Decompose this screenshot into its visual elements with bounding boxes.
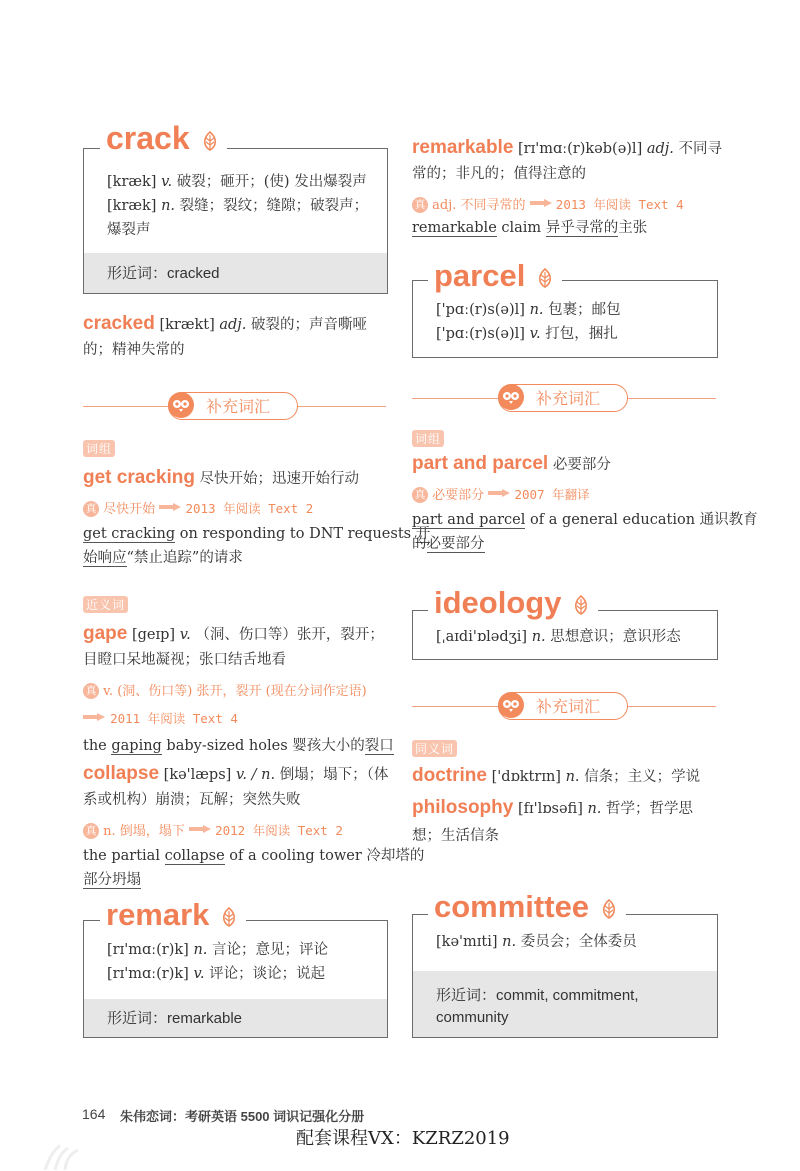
committee-def <box>436 930 637 954</box>
headword: philosophy <box>412 797 514 818</box>
exam-meaning: n. 倒塌，塌下 <box>103 824 185 839</box>
grass-decoration <box>40 1140 90 1170</box>
owl-icon <box>498 384 524 410</box>
highlight: 始响应 <box>83 550 127 566</box>
example-collapse <box>83 844 424 868</box>
pos: n. <box>502 934 517 950</box>
arrow-icon <box>530 199 552 207</box>
leaf-icon <box>570 594 592 616</box>
owl-icon <box>498 692 524 718</box>
exam-source-gape <box>83 708 238 727</box>
headword: gape <box>83 623 128 644</box>
headword: part and parcel <box>412 453 549 474</box>
definition: 评论；谈论；说起 <box>209 966 326 982</box>
pos: adj. <box>219 317 247 333</box>
phonetic: [kə'læps] <box>163 767 232 783</box>
entry-doctrine <box>412 764 700 789</box>
supplementary-label: 补充词汇 <box>536 389 601 408</box>
exam-ref-remarkable <box>412 194 684 213</box>
example-part-and-parcel <box>412 508 758 532</box>
highlight: part and parcel <box>412 512 526 528</box>
headword-text: committee <box>434 889 590 924</box>
example-part-and-parcel-cont <box>412 532 485 556</box>
highlight: 必要部分 <box>426 536 485 552</box>
pos: n. <box>529 302 544 318</box>
exam-source: 2007 年翻译 <box>514 487 590 502</box>
exam-source: 2013 年阅读 Text 2 <box>185 501 314 516</box>
highlight: 开 <box>415 526 431 542</box>
parcel-def-1 <box>436 298 621 322</box>
phonetic: [rɪ'mɑː(r)kəb(ə)l] <box>518 141 643 157</box>
entry-cracked <box>83 312 367 337</box>
example-text: the <box>83 738 112 754</box>
ideology-def <box>436 625 681 649</box>
highlight: collapse <box>164 848 225 864</box>
exam-icon: 真 <box>412 487 428 503</box>
phonetic: ['pɑː(r)s(ə)l] <box>436 302 525 318</box>
definition: 哲学；哲学思 <box>606 801 694 817</box>
leaf-icon <box>598 898 620 920</box>
definition: 信条；主义；学说 <box>584 769 701 785</box>
exam-meaning: 必要部分 <box>432 488 485 503</box>
phonetic: [fɪ'lɒsəfi] <box>517 801 583 817</box>
entry-gape <box>83 622 384 647</box>
phonetic: [kræk] <box>107 198 157 214</box>
phonetic: ['pɑː(r)s(ə)l] <box>436 326 525 342</box>
entry-part-and-parcel <box>412 452 611 477</box>
exam-ref-part-and-parcel <box>412 484 590 503</box>
example-text: of a general education 通识教育 <box>525 512 758 528</box>
pos: v. <box>193 966 205 982</box>
highlight: 异乎寻常的 <box>545 220 619 236</box>
example-text: on responding to DNT requests <box>175 526 416 542</box>
phonetic: [ˌaɪdi'ɒlədʒi] <box>436 629 528 645</box>
highlight: remarkable <box>412 220 497 236</box>
exam-icon: 真 <box>83 501 99 517</box>
crack-similar-words: 形近词：cracked <box>107 265 220 282</box>
definition: 包裹；邮包 <box>548 302 621 318</box>
definition: 尽快开始；迅速开始行动 <box>199 471 360 487</box>
example-text: of a cooling tower 冷却塔的 <box>224 848 425 864</box>
definition: 裂缝；裂纹；缝隙；破裂声； <box>179 198 369 214</box>
leaf-icon <box>218 906 240 928</box>
pos: adj. <box>646 141 674 157</box>
definition: 倒塌；塌下；（体 <box>279 767 389 783</box>
pos: v. <box>529 326 541 342</box>
headword: doctrine <box>412 765 487 786</box>
phrase-tag: 词组 <box>412 428 444 447</box>
headword: collapse <box>83 763 160 784</box>
gape-def-cont: 目瞪口呆地凝视；张口结舌地看 <box>83 652 286 668</box>
page-number: 164 <box>82 1106 106 1122</box>
exam-meaning: v. (洞、伤口等) 张开，裂开 (现在分词作定语) <box>103 684 367 699</box>
definition: 破裂的；声音嘶哑 <box>251 317 367 333</box>
highlight: get cracking <box>83 526 176 542</box>
committee-similar-2: community <box>436 1009 509 1026</box>
headword-crack <box>100 120 227 157</box>
headword-committee <box>428 889 626 925</box>
headword-text: remark <box>106 897 210 932</box>
headword: remarkable <box>412 137 514 158</box>
pos: v. <box>179 627 191 643</box>
supplementary-label: 补充词汇 <box>536 697 601 716</box>
pos: n. <box>531 629 546 645</box>
cracked-def-cont: 的；精神失常的 <box>83 342 185 358</box>
example-text: 主张 <box>618 220 648 236</box>
example-text: claim <box>496 220 546 236</box>
phonetic: [geɪp] <box>131 627 176 643</box>
pos: n. <box>587 801 602 817</box>
example-get-cracking-cont <box>83 546 243 570</box>
parcel-def-2 <box>436 322 618 346</box>
phonetic: [kræk] <box>107 174 157 190</box>
phonetic: [kə'mɪti] <box>436 934 498 950</box>
phrase-tag: 词组 <box>83 438 115 457</box>
highlight: 部分坍塌 <box>83 872 141 888</box>
owl-icon <box>168 392 194 418</box>
same-meaning-tag: 同义词 <box>412 738 457 757</box>
pos: n. <box>193 942 208 958</box>
phonetic: [rɪ'mɑː(r)k] <box>107 942 189 958</box>
arrow-icon <box>83 713 105 721</box>
book-title: 朱伟恋词：考研英语 5500 词识记强化分册 <box>120 1109 365 1124</box>
definition: 不同寻 <box>678 141 722 157</box>
example-gape <box>83 734 394 758</box>
definition: 思想意识；意识形态 <box>550 629 681 645</box>
headword: cracked <box>83 313 155 334</box>
definition: （洞、伤口等）张开，裂开； <box>195 627 384 643</box>
entry-get-cracking <box>83 466 359 491</box>
remark-def-1 <box>107 938 328 962</box>
example-text: the partial <box>83 848 165 864</box>
pos: n. <box>565 769 580 785</box>
example-text: 的 <box>412 536 427 552</box>
definition: 打包，捆扎 <box>545 326 618 342</box>
phonetic: [krækt] <box>159 317 215 333</box>
definition: 破裂；砸开；(使) 发出爆裂声 <box>176 174 367 190</box>
definition: 委员会；全体委员 <box>520 934 637 950</box>
arrow-icon <box>488 489 510 497</box>
arrow-icon <box>189 825 211 833</box>
headword-text: crack <box>106 120 190 156</box>
definition: 言论；意见；评论 <box>212 942 328 958</box>
definition: 必要部分 <box>552 457 611 473</box>
watermark: 配套课程VX：KZRZ2019 <box>296 1128 510 1149</box>
headword-parcel <box>428 258 562 294</box>
highlight: gaping <box>111 738 162 754</box>
remarkable-def-cont: 常的；非凡的；值得注意的 <box>412 166 586 182</box>
crack-def-2 <box>107 194 368 218</box>
headword-text: parcel <box>434 258 526 293</box>
headword: get cracking <box>83 467 195 488</box>
crack-def-1 <box>107 170 367 194</box>
phonetic: ['dɒktrɪn] <box>491 769 561 785</box>
example-remarkable <box>412 216 647 240</box>
exam-source: 2013 年阅读 Text 4 <box>555 197 684 212</box>
exam-source: 2012 年阅读 Text 2 <box>215 823 343 838</box>
exam-ref-collapse <box>83 820 343 839</box>
committee-similar-1: 形近词：commit, commitment, <box>436 987 639 1004</box>
exam-icon: 真 <box>412 197 428 213</box>
leaf-icon <box>199 130 221 152</box>
entry-collapse <box>83 762 388 787</box>
supplementary-label: 补充词汇 <box>206 397 271 416</box>
example-collapse-cont <box>83 868 141 892</box>
crack-def-2-cont: 爆裂声 <box>107 222 151 238</box>
pos: v. <box>161 174 173 190</box>
remark-def-2 <box>107 962 325 986</box>
exam-icon: 真 <box>83 683 99 699</box>
philosophy-def-cont: 想；生活信条 <box>412 828 499 844</box>
synonym-tag: 近义词 <box>83 594 128 613</box>
pos: n. <box>161 198 176 214</box>
exam-ref-gape <box>83 680 367 699</box>
collapse-def-cont: 系或机构）崩溃；瓦解；突然失败 <box>83 792 301 808</box>
pos: v. / n. <box>235 767 276 783</box>
exam-icon: 真 <box>83 823 99 839</box>
highlight: 裂口 <box>364 738 394 754</box>
remark-similar-words: 形近词：remarkable <box>107 1010 243 1027</box>
entry-remarkable <box>412 136 722 161</box>
phonetic: [rɪ'mɑː(r)k] <box>107 966 189 982</box>
exam-ref-get-cracking <box>83 498 313 517</box>
headword-remark <box>100 897 246 933</box>
exam-meaning: adj. 不同寻常的 <box>432 198 526 213</box>
entry-philosophy <box>412 796 693 821</box>
example-text: “禁止追踪”的请求 <box>126 550 243 566</box>
arrow-icon <box>159 503 181 511</box>
example-get-cracking <box>83 522 430 546</box>
exam-source: 2011 年阅读 Text 4 <box>110 711 238 726</box>
headword-ideology <box>428 585 598 621</box>
leaf-icon <box>534 267 556 289</box>
exam-meaning: 尽快开始 <box>103 502 156 517</box>
headword-text: ideology <box>434 585 562 620</box>
example-text: baby-sized holes 婴孩大小的 <box>161 738 365 754</box>
